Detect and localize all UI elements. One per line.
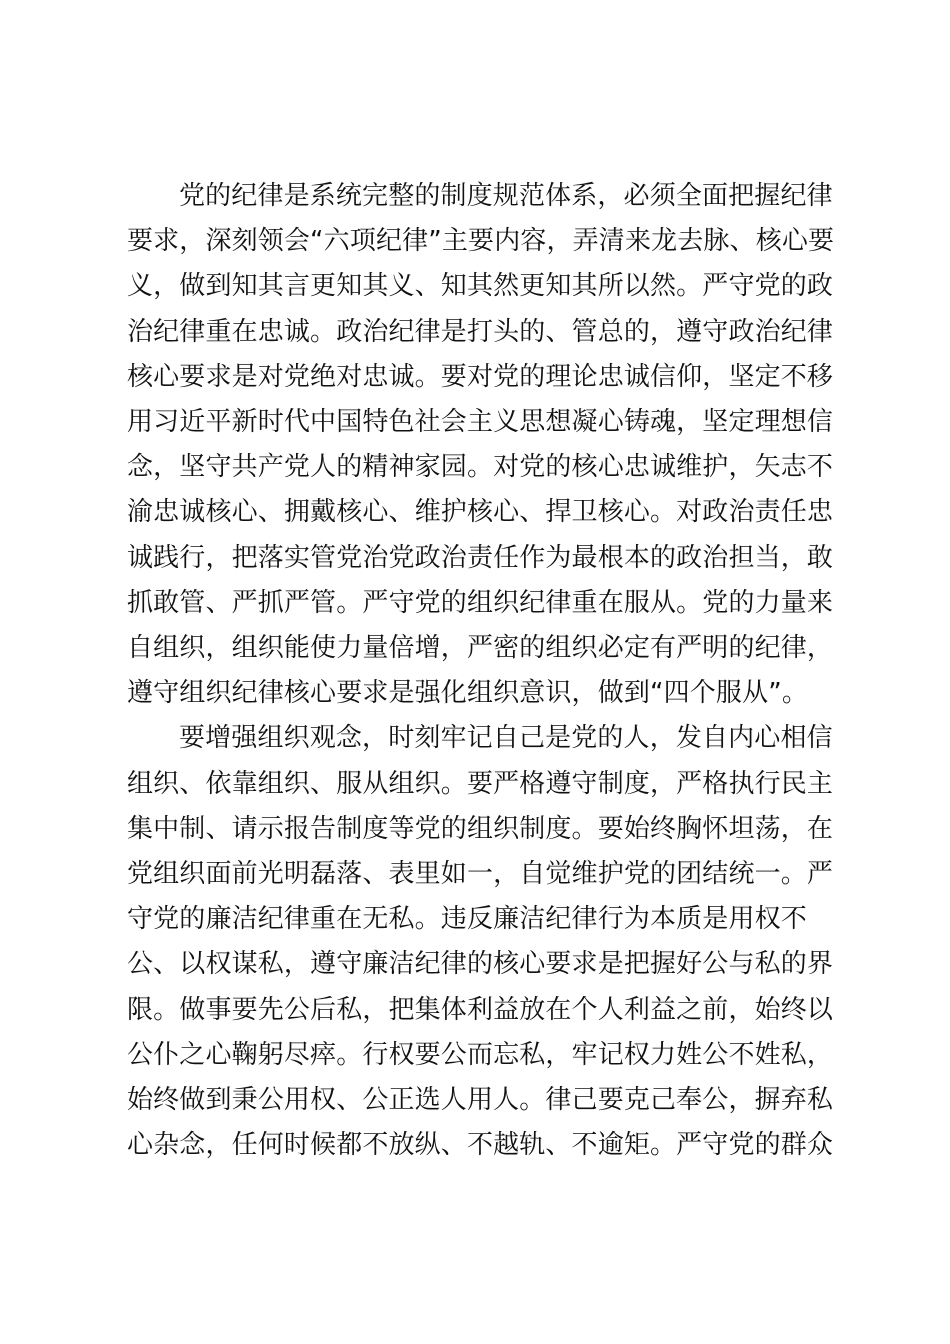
text-line: 义，做到知其言更知其义、知其然更知其所以然。严守党的政 (127, 271, 834, 302)
text-line: 自组织，组织能使力量倍增，严密的组织必定有严明的纪律， (127, 633, 834, 664)
paragraph-2 (127, 716, 837, 1168)
text-line: 用习近平新时代中国特色社会主义思想凝心铸魂，坚定理想信 (127, 407, 834, 438)
text-line: 公、以权谋私，遵守廉洁纪律的核心要求是把握好公与私的界 (127, 949, 834, 980)
text-line: 念，坚守共产党人的精神家园。对党的核心忠诚维护，矢志不 (127, 452, 834, 483)
text-line: 治纪律重在忠诚。政治纪律是打头的、管总的，遵守政治纪律 (127, 316, 834, 347)
text-line: 守党的廉洁纪律重在无私。违反廉洁纪律行为本质是用权不 (127, 904, 807, 935)
text-line: 党组织面前光明磊落、表里如一，自觉维护党的团结统一。严 (127, 859, 834, 890)
text-line: 核心要求是对党绝对忠诚。要对党的理论忠诚信仰，坚定不移 (127, 361, 834, 392)
text-line: 组织、依靠组织、服从组织。要严格遵守制度，严格执行民主 (127, 768, 834, 799)
text-line: 始终做到秉公用权、公正选人用人。律己要克己奉公，摒弃私 (127, 1085, 834, 1116)
paragraph-1 (127, 174, 837, 716)
text-line: 诚践行，把落实管党治党政治责任作为最根本的政治担当，敢 (127, 542, 834, 573)
text-line: 限。做事要先公后私，把集体利益放在个人利益之前，始终以 (127, 994, 834, 1025)
document-body (127, 174, 837, 1168)
text-line: 要增强组织观念，时刻牢记自己是党的人，发自内心相信 (179, 723, 833, 754)
text-line: 公仆之心鞠躬尽瘁。行权要公而忘私，牢记权力姓公不姓私， (127, 1039, 834, 1070)
text-line: 遵守组织纪律核心要求是强化组织意识，做到“四个服从”。 (127, 678, 808, 709)
text-line: 要求，深刻领会“六项纪律”主要内容，弄清来龙去脉、核心要 (127, 226, 835, 257)
text-line: 渝忠诚核心、拥戴核心、维护核心、捍卫核心。对政治责任忠 (127, 497, 834, 528)
text-line: 党的纪律是系统完整的制度规范体系，必须全面把握纪律 (179, 181, 833, 211)
text-line: 抓敢管、严抓严管。严守党的组织纪律重在服从。党的力量来 (127, 587, 834, 618)
text-line: 心杂念，任何时候都不放纵、不越轨、不逾矩。严守党的群众 (127, 1130, 834, 1161)
text-line: 集中制、请示报告制度等党的组织制度。要始终胸怀坦荡，在 (127, 813, 834, 844)
